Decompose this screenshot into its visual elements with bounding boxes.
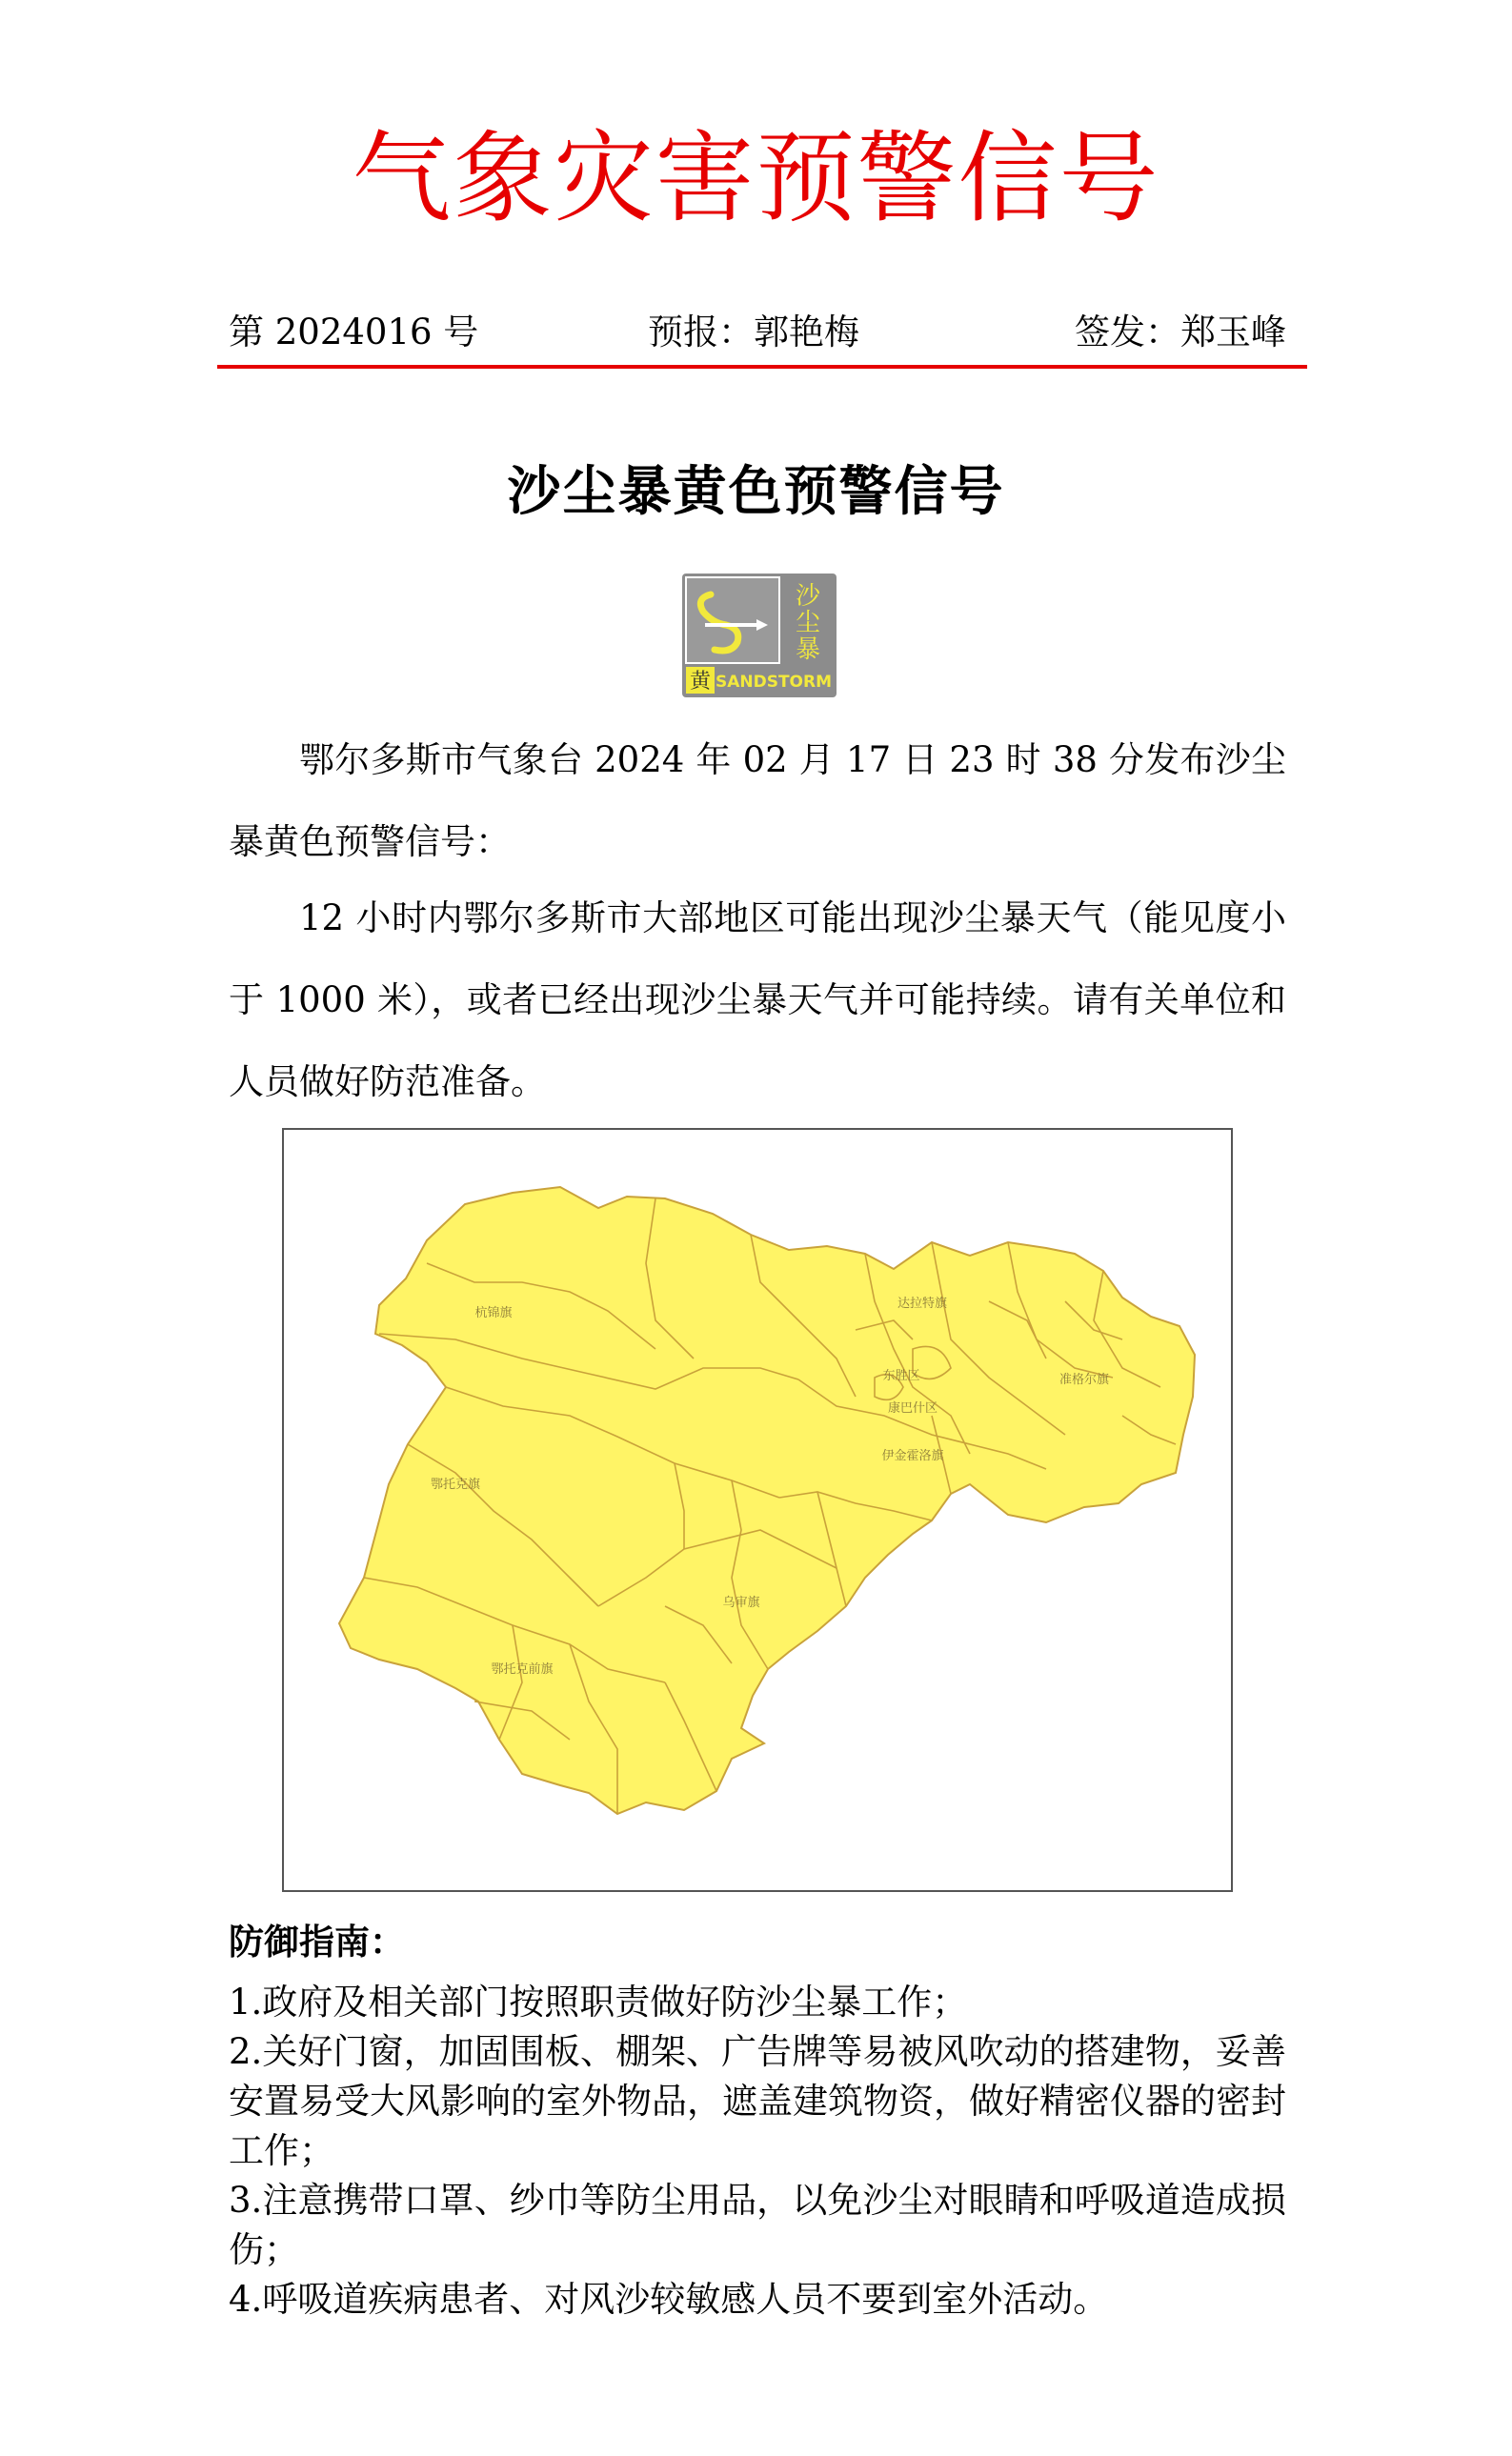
warning-area-map	[282, 1128, 1233, 1892]
header-divider	[217, 365, 1307, 369]
issue-number: 第 2024016 号	[229, 312, 479, 352]
warning-content: 12 小时内鄂尔多斯市大部地区可能出现沙尘暴天气（能见度小于 1000 米），或者已经出现沙尘暴天气并可能持续。请有关单位和人员做好防范准备。	[229, 897, 1286, 1102]
icon-char-bao: 暴	[795, 635, 821, 664]
map-label-dalate: 达拉特旗	[897, 1297, 948, 1311]
icon-char-chen: 尘	[795, 609, 821, 637]
ordos-outline	[339, 1187, 1195, 1814]
forecaster: 预报：郭艳梅	[648, 312, 859, 352]
guide-item: 4.呼吸道疾病患者、对风沙较敏感人员不要到室外活动。	[229, 2279, 1109, 2320]
map-label-jungar: 准格尔旗	[1058, 1373, 1110, 1387]
map-label-uxin: 乌审旗	[722, 1596, 760, 1610]
map-label-dongsheng: 东胜区	[882, 1369, 920, 1383]
sandstorm-yellow-warning-icon	[682, 574, 837, 697]
ordos-region-map	[339, 1187, 1195, 1814]
warning-title: 沙尘暴黄色预警信号	[507, 460, 1005, 523]
defense-guide-heading: 防御指南：	[229, 1921, 405, 1963]
icon-char-sha: 沙	[795, 582, 821, 611]
map-label-otog: 鄂托克旗	[430, 1478, 481, 1492]
icon-caption: SANDSTORM	[715, 673, 833, 692]
guide-item: 3.注意携带口罩、纱巾等防尘用品，以免沙尘对眼睛和呼吸道造成损伤；	[229, 2180, 1286, 2270]
icon-level-char: 黄	[689, 670, 712, 694]
guide-item: 2.关好门窗，加固围板、棚架、广告牌等易被风吹动的搭建物，妥善安置易受大风影响的室外物品，遮盖建筑物资，做好精密仪器的密封工作；	[229, 2031, 1286, 2171]
map-label-kangbashi: 康巴什区	[887, 1401, 938, 1416]
guide-item: 1.政府及相关部门按照职责做好防沙尘暴工作；	[229, 1982, 968, 2023]
map-label-otogfront: 鄂托克前旗	[491, 1662, 554, 1677]
issue-info-row	[229, 303, 1286, 356]
document-title: 气象灾害预警信号	[352, 120, 1160, 236]
map-label-hangjin: 杭锦旗	[474, 1306, 513, 1320]
map-label-ejinhoro: 伊金霍洛旗	[881, 1449, 944, 1463]
signer: 签发：郑玉峰	[1075, 312, 1286, 352]
issue-statement: 鄂尔多斯市气象台 2024 年 02 月 17 日 23 时 38 分发布沙尘暴黄色预警信号：	[229, 739, 1286, 862]
defense-guide-list	[229, 1978, 1286, 2325]
